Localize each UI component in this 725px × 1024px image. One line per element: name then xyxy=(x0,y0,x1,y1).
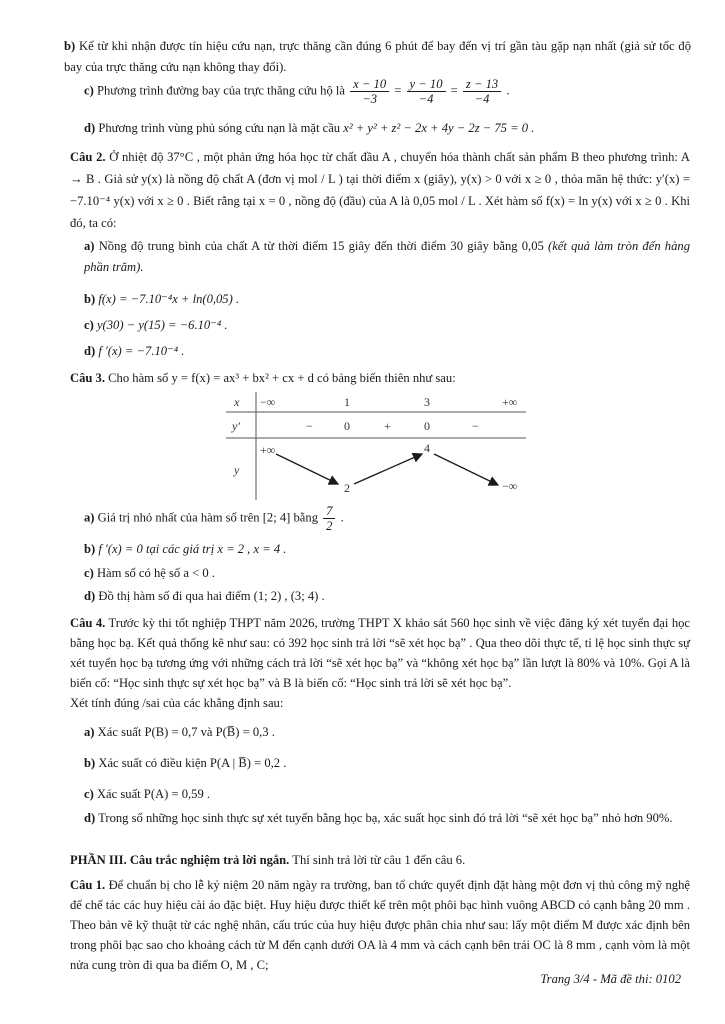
page-footer: Trang 3/4 - Mã đề thi: 0102 xyxy=(540,972,681,986)
decreasing-arrow xyxy=(276,454,338,484)
yprime-zero: 0 xyxy=(424,419,430,433)
decreasing-arrow xyxy=(434,454,498,485)
question-block-1 xyxy=(64,36,691,78)
x-value: −∞ xyxy=(260,395,276,409)
q4-item-c: c) Xác suất P(A) = 0,59 . xyxy=(84,787,211,801)
question-2: Câu 2. Ở nhiệt độ 37°C , một phản ứng hóa học từ chất đầu A , chuyển hóa thành chất sản phẩm B theo phương trình: A → B . Giả sử y(x) là nồng độ chất A (đơn vị mol / L ) tại thời điểm x (giây), y(x) > 0 với x ≥ 0 , thỏa mãn hệ thức: y′(x) = −7.10⁻⁴ y(x) với x ≥ 0 . Biết rằng tại x = 0 , nồng độ (đầu) của A là 0,05 mol / L . Xét hàm số f(x) = ln y(x) với x ≥ 0 . Khi đó, ta có: xyxy=(70,150,690,230)
part-3-heading: PHẦN III. Câu trắc nghiệm trả lời ngắn. Thí sinh trả lời từ câu 1 đến câu 6. xyxy=(70,853,466,867)
variation-table xyxy=(226,392,526,500)
q1-item-b: b) Kể từ khi nhận được tín hiệu cứu nạn, trực thăng cần đúng 6 phút để bay đến vị trí gần tàu gặp nạn nhất (giả sử tốc độ bay của trực thăng cứu nạn không thay đổi). xyxy=(64,39,691,74)
yprime-sign: − xyxy=(472,419,479,433)
q4-item-b: b) Xác suất có điều kiện P(A | B̅) = 0,2 . xyxy=(84,756,287,770)
x-value: +∞ xyxy=(502,395,518,409)
q2-item-b: b) f(x) = −7.10⁻⁴x + ln(0,05) . xyxy=(84,292,240,306)
part-3-question-1: Câu 1. Để chuẩn bị cho lễ kỷ niệm 20 năm ngày ra trường, ban tổ chức quyết định đặt hàng một đơn vị thủ công mỹ nghệ để chế tác các huy hiệu cài áo đặc biệt. Huy hiệu được thiết kế trên một phôi bạc hình vuông ABCD có cạnh bằng 20 mm . Theo bản vẽ kỹ thuật từ các nghệ nhân, cấu trúc của huy hiệu được phân chia như sau: lấy một điểm M được xác định bên trong phôi bạc sao cho khoảng cách từ M đến cạnh dưới OA là 4 mm và cách cạnh bên trái OC là 8 mm , cạnh vòm là một nửa cung tròn đi qua ba điểm O, M , C; xyxy=(70,878,690,972)
yprime-sign: + xyxy=(384,419,391,433)
q3-item-d: d) Đồ thị hàm số đi qua hai điểm (1; 2) , (3; 4) . xyxy=(84,589,325,603)
q2-item-a: a) Nồng độ trung bình của chất A từ thời điểm 15 giây đến thời điểm 30 giây bằng 0,05 (kết quả làm tròn đến hàng phần trăm). xyxy=(84,239,690,274)
y-value: 4 xyxy=(424,441,430,455)
question-4: Câu 4. Trước kỳ thi tốt nghiệp THPT năm 2026, trường THPT X khảo sát 560 học sinh về việc đăng ký xét tuyển đại học bằng học bạ. Kết quả thống kê như sau: có 392 học sinh trả lời “sẽ xét học bạ” . Qua theo dõi thực tế, tỉ lệ học sinh thực sự xét tuyển học bạ tương ứng với những cách trả lời “sẽ xét học bạ” và “không xét học bạ” lần lượt là 80% và 10%. Gọi A là biến cố: “Học sinh thực sự xét học bạ” và B là biến cố: “Học sinh trả lời sẽ xét học bạ”. Xét tính đúng /sai của các khẳng định sau: xyxy=(70,616,691,710)
q4-item-d: d) Trong số những học sinh thực sự xét tuyển bằng học bạ, xác suất học sinh đó trả lời “sẽ xét học bạ” nhỏ hơn 90%. xyxy=(84,811,673,825)
q2-item-d: d) f ′(x) = −7.10⁻⁴ . xyxy=(84,344,185,358)
fraction: $\frac{y - 10}{-4}$ xyxy=(407,77,446,106)
q1-item-d: d) Phương trình vùng phủ sóng cứu nạn là mặt cầu x² + y² + z² − 2x + 4y − 2z − 75 = 0 . xyxy=(84,121,535,135)
x-value: 1 xyxy=(344,395,350,409)
yprime-sign: − xyxy=(306,419,313,433)
row-label-x: x xyxy=(234,395,240,409)
y-value: +∞ xyxy=(260,443,276,457)
q3-item-c: c) Hàm số có hệ số a < 0 . xyxy=(84,566,215,580)
q3-item-b: b) f ′(x) = 0 tại các giá trị x = 2 , x = 4 . xyxy=(84,542,287,556)
q1-item-c: c) Phương trình đường bay của trực thăng cứu hộ là $\frac{x - 10}{-3}$ = $\frac{y - 10}{-4}$ = $\frac{z - 13}{-4}$ . xyxy=(84,77,510,106)
q3-item-a: a) Giá trị nhỏ nhất của hàm số trên [2; 4] bằng $\frac{7}{2}$ . xyxy=(84,504,344,533)
q2-item-c: c) y(30) − y(15) = −6.10⁻⁴ . xyxy=(84,318,228,332)
yprime-zero: 0 xyxy=(344,419,350,433)
x-value: 3 xyxy=(424,395,430,409)
row-label-yprime: y′ xyxy=(232,419,240,433)
fraction: $\frac{7}{2}$ xyxy=(323,504,335,533)
question-3: Câu 3. Cho hàm số y = f(x) = ax³ + bx² + cx + d có bảng biến thiên như sau: xyxy=(70,371,456,385)
q4-item-a: a) Xác suất P(B) = 0,7 và P(B̅) = 0,3 . xyxy=(84,725,275,739)
y-value: −∞ xyxy=(502,479,518,493)
increasing-arrow xyxy=(354,454,422,484)
fraction: $\frac{x - 10}{-3}$ xyxy=(350,77,389,106)
fraction: $\frac{z - 13}{-4}$ xyxy=(463,77,501,106)
y-value: 2 xyxy=(344,481,350,495)
variation-table-svg xyxy=(226,392,526,500)
row-label-y: y xyxy=(234,463,240,477)
